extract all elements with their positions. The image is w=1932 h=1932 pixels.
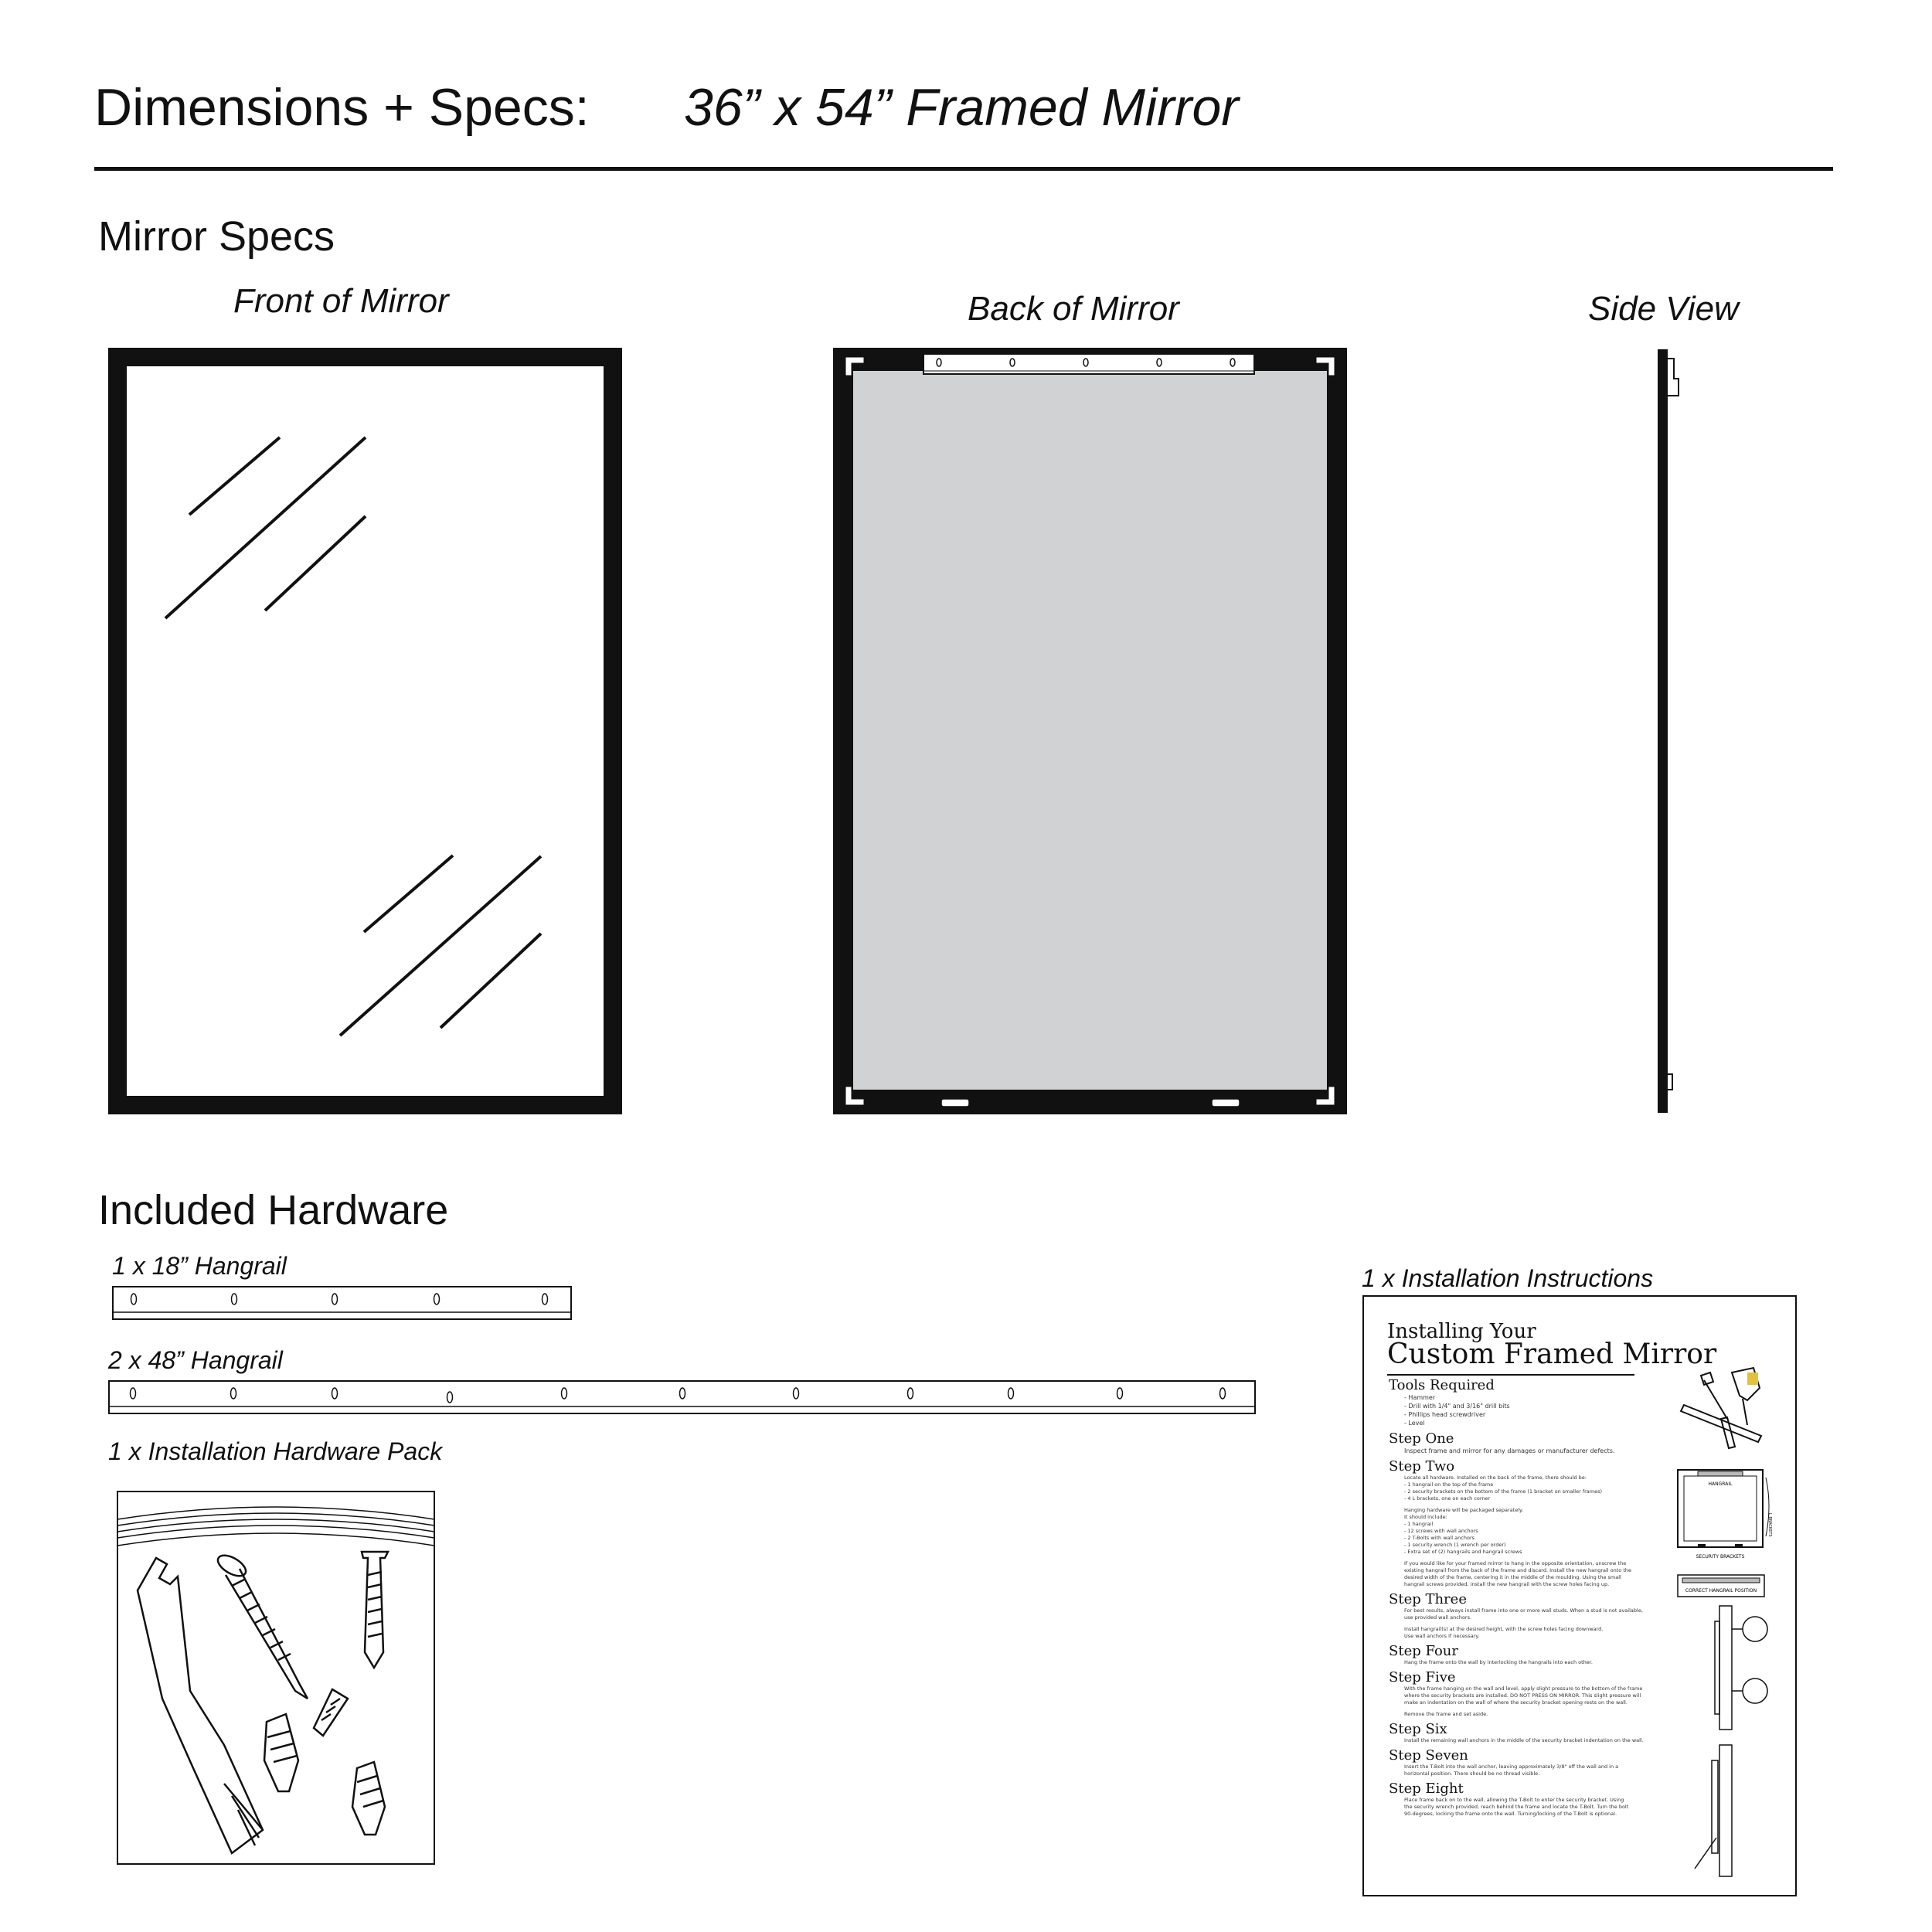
diagram-label-security: SECURITY BRACKETS bbox=[1696, 1554, 1745, 1560]
included-hardware-heading: Included Hardware bbox=[98, 1187, 449, 1233]
hangrail-18-icon bbox=[112, 1286, 572, 1320]
instructions-section: Step Four Hang the frame onto the wall by interlocking the hangrails into each other. bbox=[1389, 1643, 1593, 1665]
instructions-section: Tools Required - Hammer - Drill with 1/4" and 3/16" drill bits - Phillips head screwdriver - Level bbox=[1389, 1377, 1510, 1427]
side-profile bbox=[1658, 349, 1668, 1113]
instructions-section: Step Six Install the remaining wall anchors in the middle of the security bracket indentation on the wall. bbox=[1389, 1721, 1644, 1743]
glare-lines-bottom bbox=[340, 855, 541, 1036]
side-hangrail-hook bbox=[1668, 359, 1679, 396]
back-mirror-diagram bbox=[833, 348, 1347, 1114]
wall-mount-diagram bbox=[1689, 1606, 1774, 1884]
front-frame bbox=[117, 357, 613, 1105]
hardware-item-label: 1 x 18” Hangrail bbox=[112, 1252, 287, 1280]
back-hangrail bbox=[923, 354, 1254, 374]
diagram-label-brackets: L BRACKETS bbox=[1767, 1513, 1772, 1537]
back-of-mirror-label: Back of Mirror bbox=[968, 290, 1179, 328]
instructions-section: Step Seven Insert the T-Bolt into the wall anchor, leaving approximately 3/8" off the wall and in a horizontal position. There should be no thread visible. bbox=[1389, 1747, 1619, 1777]
instructions-title-line1: Installing Your bbox=[1387, 1320, 1536, 1343]
back-panel bbox=[853, 371, 1327, 1090]
correct-hangrail-diagram bbox=[1675, 1572, 1775, 1598]
instructions-section: Step Three For best results, always install frame into one or more wall studs. When a stud is not available, use provided wall anchors. Install hangrail(s) at the desired height, with the screw holes facing downward. Use wall anchors if necessary. bbox=[1389, 1591, 1643, 1639]
diagram-label-correct: CORRECT HANGRAIL POSITION bbox=[1685, 1588, 1757, 1594]
glare-lines-top bbox=[165, 437, 366, 618]
side-view-diagram bbox=[1658, 348, 1689, 1114]
hardware-pack-icon bbox=[116, 1490, 437, 1867]
side-security-bracket bbox=[1668, 1074, 1672, 1090]
header-divider bbox=[94, 167, 1833, 171]
side-view-label: Side View bbox=[1588, 290, 1739, 328]
front-of-mirror-label: Front of Mirror bbox=[233, 282, 449, 320]
diagram-label-hangrail: HANGRAIL bbox=[1708, 1481, 1733, 1487]
instructions-sheet bbox=[1362, 1295, 1797, 1896]
hangrail-48-icon bbox=[108, 1380, 1256, 1414]
instructions-frame-diagram bbox=[1675, 1467, 1775, 1567]
mirror-specs-heading: Mirror Specs bbox=[98, 213, 335, 260]
instructions-title-rule bbox=[1387, 1374, 1634, 1376]
hardware-item-label: 2 x 48” Hangrail bbox=[108, 1346, 283, 1374]
instructions-section: Step Two Locate all hardware. Installed on the back of the frame, there should be: - 1 hangrail on the top of the frame - 2 security brackets on the bottom of the frame (1 bracket on smaller frames) - 4 L brackets, one on each corner Hanging hardware will be packaged separately. It should include: - 1 hangrail - 12 screws with wall anchors - 2 T-Bolts with wall anchors - 1 security wrench (1 wrench per order) - Extra set of (2) hangrails and hangrail screws If you would like for your framed mirror to hang in the opposite orientation, unscrew the existing hangrail from the back of the frame and discard. Install the new hangrail onto the desired width of the frame, centering it in the middle of the moulding. Using the small hangrail screws provided, install the new hangrail with the screw holes facing up. bbox=[1389, 1458, 1632, 1587]
instructions-title-line2: Custom Framed Mirror bbox=[1387, 1338, 1717, 1370]
instructions-body bbox=[1389, 1377, 1667, 1818]
product-title: 36” x 54” Framed Mirror bbox=[684, 78, 1239, 137]
instructions-section: Step One Inspect frame and mirror for any damages or manufacturer defects. bbox=[1389, 1430, 1615, 1454]
front-mirror-diagram bbox=[108, 348, 622, 1114]
instructions-section: Step Eight Place frame back on to the wall, allowing the T-Bolt to enter the security bracket. Using the security wrench provided, reach behind the frame and locate the T-Bolt. Turn the bolt 90-degrees, locking the frame onto the wall. Turning/locking of the T-Bolt is optional. bbox=[1389, 1781, 1629, 1817]
hardware-item-label: 1 x Installation Instructions bbox=[1362, 1264, 1654, 1292]
page-title: Dimensions + Specs: bbox=[94, 78, 590, 137]
hardware-item-label: 1 x Installation Hardware Pack bbox=[108, 1437, 443, 1465]
instructions-section: Step Five With the frame hanging on the wall and level, apply slight pressure to the bottom of the frame where the security brackets are installed. DO NOT PRESS ON MIRROR. This slight pressure will make an indentation on the wall of where the security bracket opening rests on the wall. Remove the frame and set aside. bbox=[1389, 1669, 1643, 1717]
tools-illustration-icon bbox=[1673, 1365, 1774, 1450]
